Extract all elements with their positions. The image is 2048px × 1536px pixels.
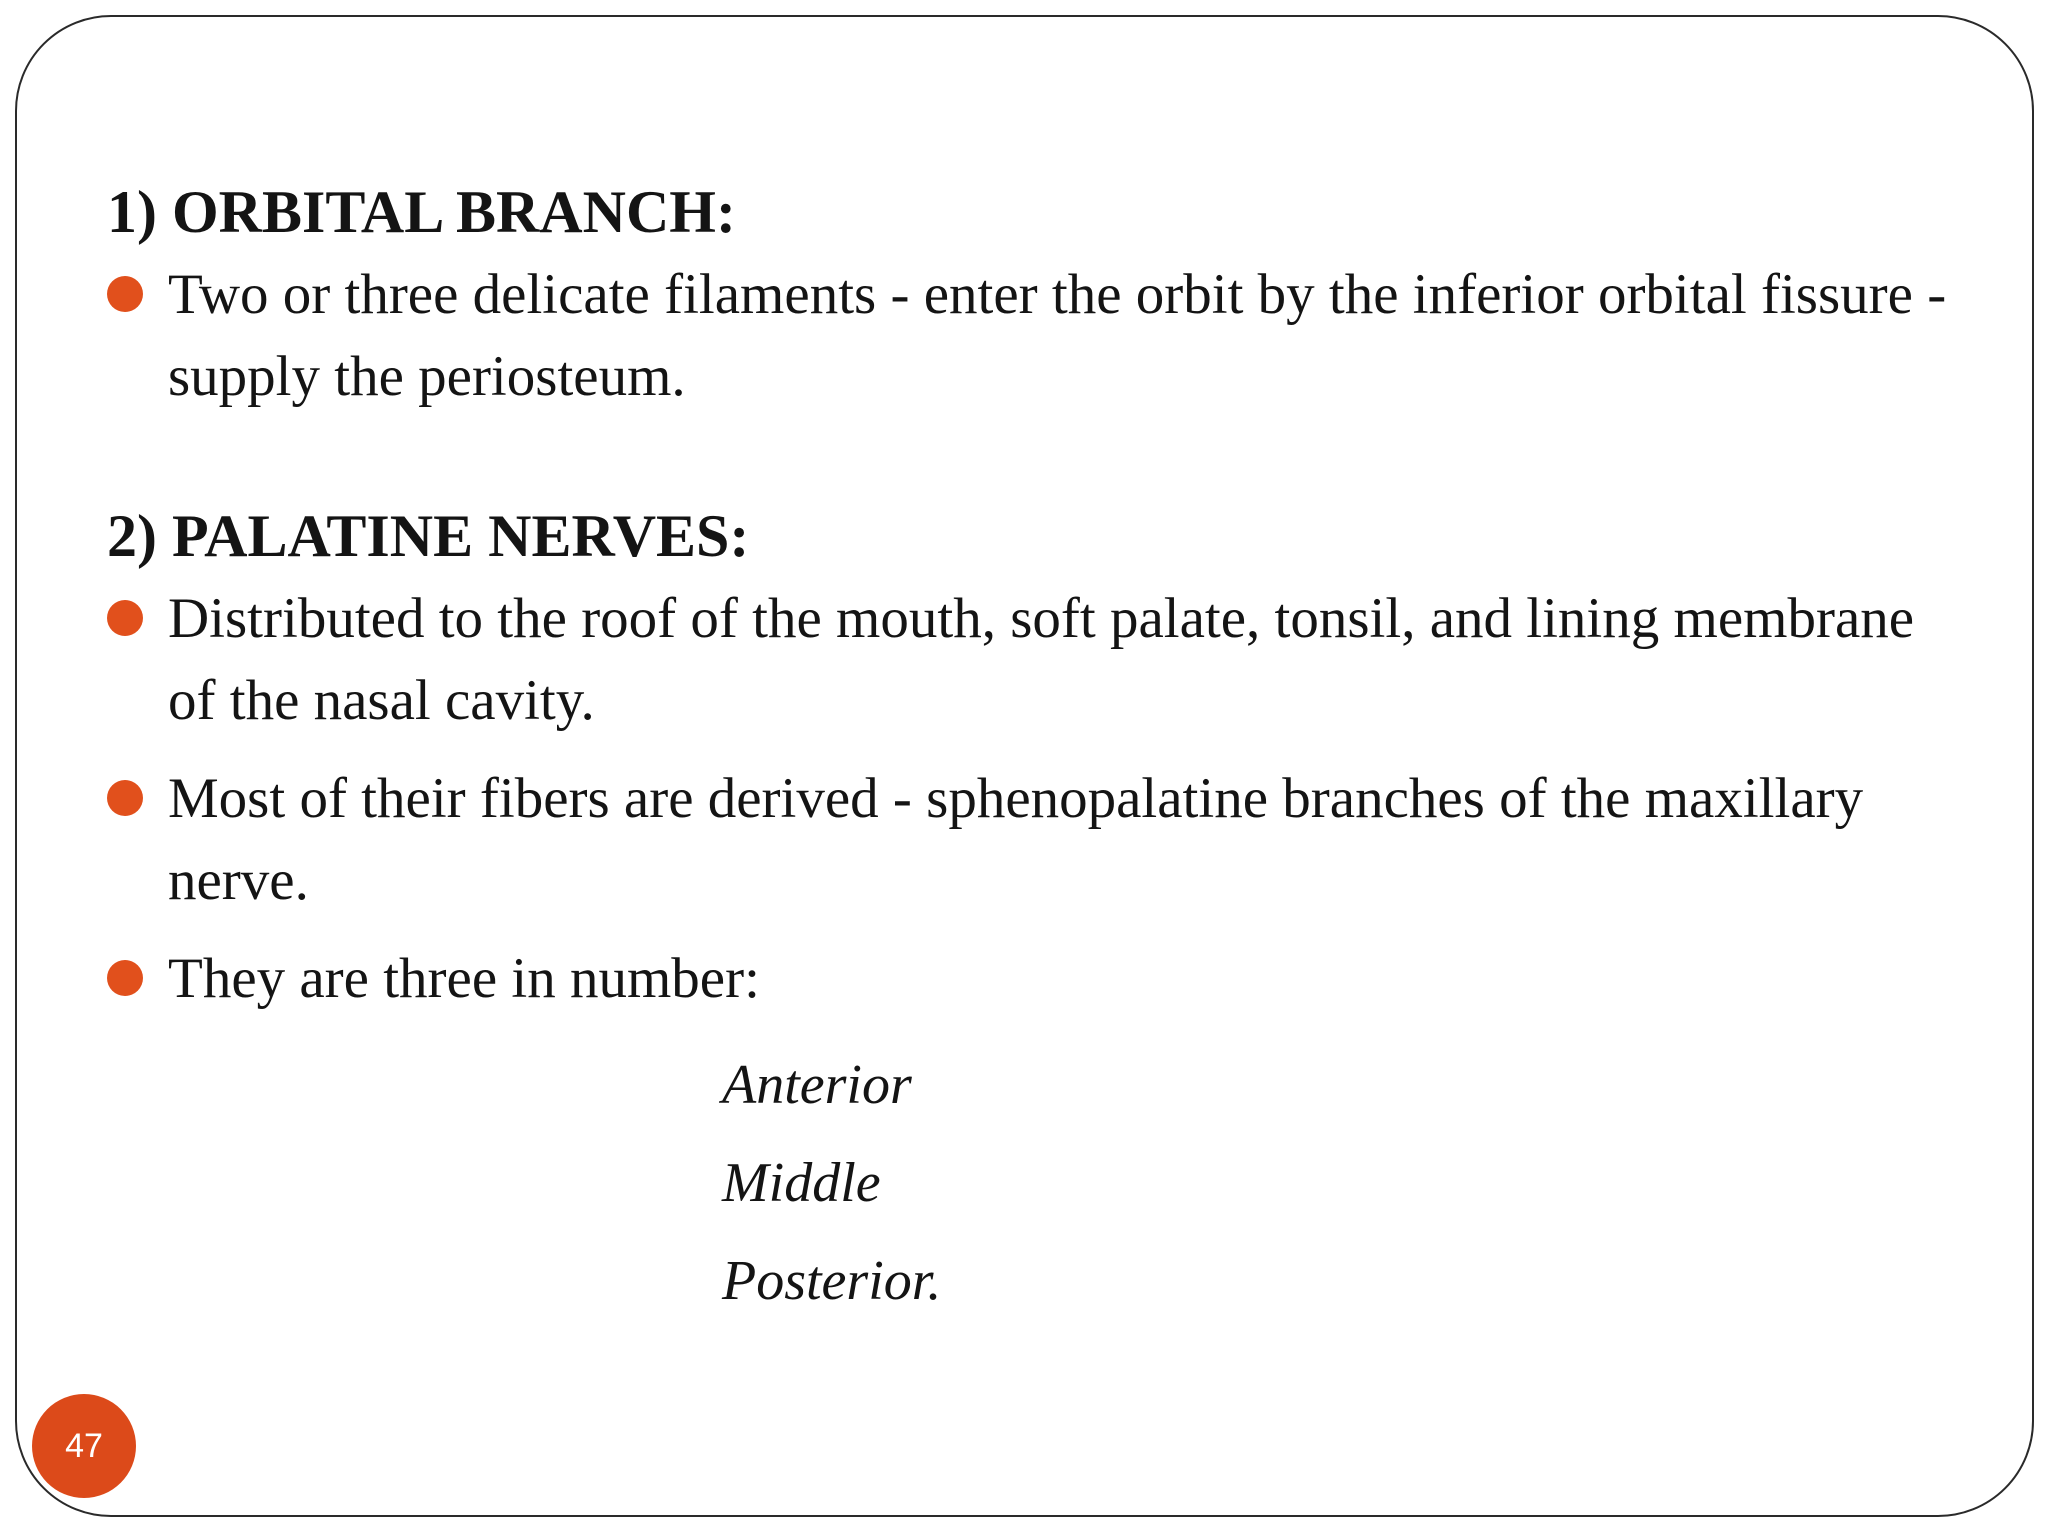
palatine-nerves-heading: 2) PALATINE NERVES: <box>107 503 750 569</box>
palatine-nerves-bullets <box>107 578 1957 1020</box>
bullet-item <box>107 758 1957 922</box>
slide-number-badge: 47 <box>32 1394 136 1498</box>
bullet-dot-icon <box>107 276 143 312</box>
bullet-item <box>107 254 1957 418</box>
bullet-text: Most of their fibers are derived - sphenopalatine branches of the maxillary nerve. <box>168 767 1864 912</box>
bullet-item <box>107 578 1957 742</box>
bullet-text: Distributed to the roof of the mouth, soft palate, tonsil, and lining membrane of the nasal cavity. <box>168 587 1915 732</box>
section-gap <box>107 434 1957 494</box>
bullet-item <box>107 938 1957 1020</box>
bullet-dot-icon <box>107 780 143 816</box>
bullet-dot-icon <box>107 960 143 996</box>
orbital-branch-heading: 1) ORBITAL BRANCH: <box>107 179 736 245</box>
bullet-text: They are three in number: <box>168 947 760 1010</box>
palatine-branch-list <box>107 1036 1957 1330</box>
slide-content <box>107 170 1957 1330</box>
orbital-branch-bullets <box>107 254 1957 418</box>
branch-anterior: Anterior <box>722 1054 912 1116</box>
bullet-dot-icon <box>107 600 143 636</box>
branch-middle: Middle <box>722 1152 881 1214</box>
bullet-text: Two or three delicate filaments - enter the orbit by the inferior orbital fissure - supply the periosteum. <box>168 263 1947 408</box>
branch-posterior: Posterior. <box>722 1250 942 1312</box>
